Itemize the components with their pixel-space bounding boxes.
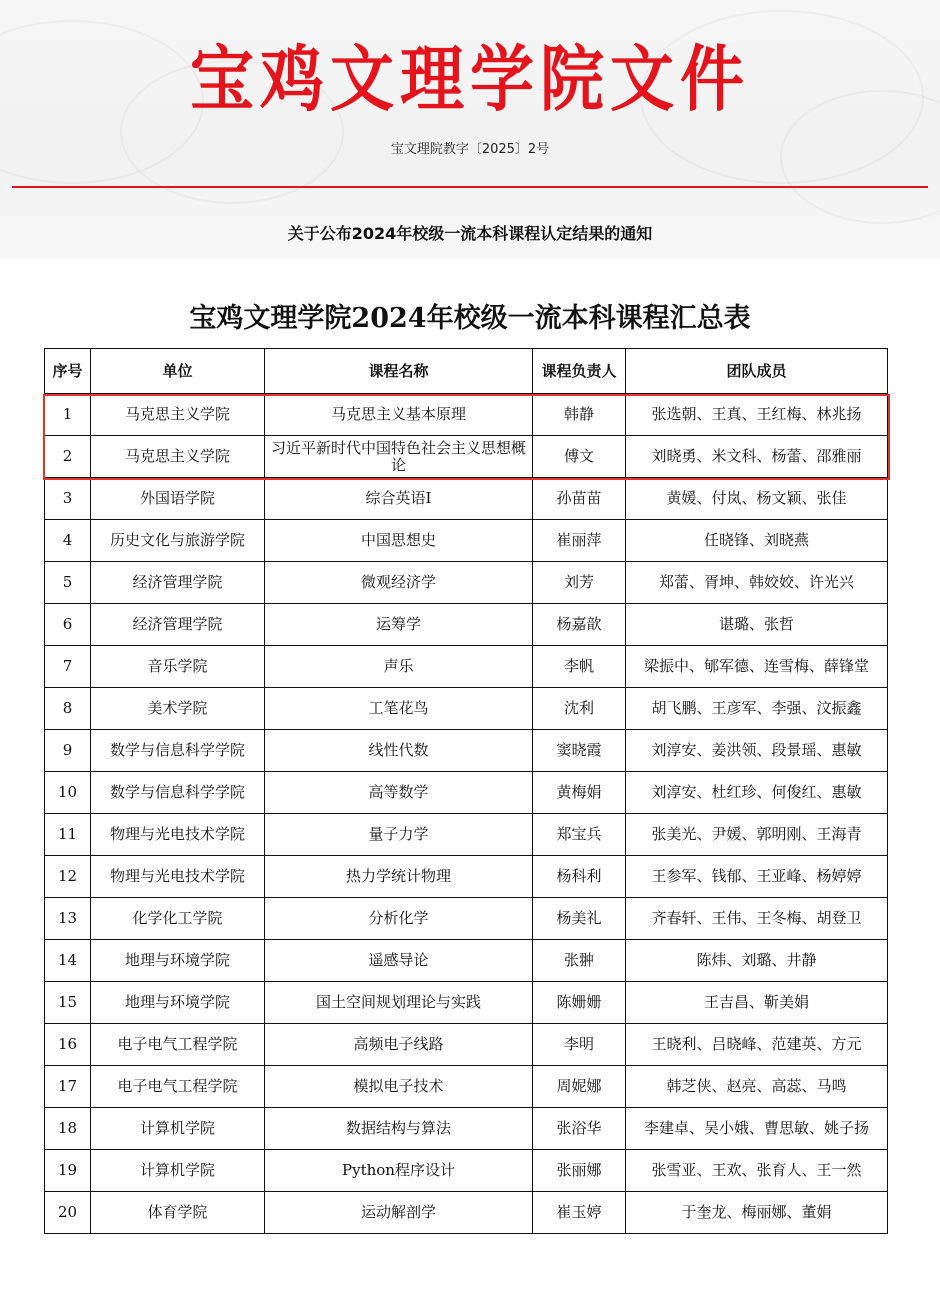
red-divider	[12, 186, 928, 188]
table-row	[45, 1108, 888, 1150]
cell-course: 声乐	[265, 646, 533, 688]
cell-lead: 李明	[533, 1024, 626, 1066]
cell-course: 综合英语I	[265, 478, 533, 520]
course-summary-table	[44, 348, 888, 1234]
cell-unit: 体育学院	[91, 1192, 265, 1234]
cell-course: 微观经济学	[265, 562, 533, 604]
cell-unit: 数学与信息科学学院	[91, 772, 265, 814]
table-row	[45, 562, 888, 604]
cell-lead: 刘芳	[533, 562, 626, 604]
table-row	[45, 394, 888, 436]
table-row	[45, 646, 888, 688]
cell-unit: 马克思主义学院	[91, 394, 265, 436]
cell-course: Python程序设计	[265, 1150, 533, 1192]
cell-lead: 张翀	[533, 940, 626, 982]
cell-no: 11	[45, 814, 91, 856]
cell-course: 工笔花鸟	[265, 688, 533, 730]
cell-no: 8	[45, 688, 91, 730]
document-number: 宝文理院教字〔2025〕2号	[390, 142, 550, 157]
cell-course: 马克思主义基本原理	[265, 394, 533, 436]
cell-no: 6	[45, 604, 91, 646]
cell-no: 2	[45, 436, 91, 478]
cell-team: 谌璐、张哲	[626, 604, 888, 646]
cell-course: 热力学统计物理	[265, 856, 533, 898]
cell-course: 中国思想史	[265, 520, 533, 562]
cell-lead: 周妮娜	[533, 1066, 626, 1108]
cell-unit: 物理与光电技术学院	[91, 814, 265, 856]
cell-lead: 韩静	[533, 394, 626, 436]
header-course: 课程名称	[265, 349, 533, 394]
cell-team: 于奎龙、梅丽娜、董娟	[626, 1192, 888, 1234]
cell-team: 齐春轩、王伟、王冬梅、胡登卫	[626, 898, 888, 940]
cell-team: 刘淳安、姜洪领、段景瑶、惠敏	[626, 730, 888, 772]
cell-lead: 崔丽萍	[533, 520, 626, 562]
cell-lead: 郑宝兵	[533, 814, 626, 856]
cell-lead: 张丽娜	[533, 1150, 626, 1192]
cell-lead: 杨嘉歆	[533, 604, 626, 646]
cell-team: 韩芝侠、赵亮、高蕊、马鸣	[626, 1066, 888, 1108]
cell-unit: 化学化工学院	[91, 898, 265, 940]
cell-unit: 地理与环境学院	[91, 982, 265, 1024]
cell-course: 线性代数	[265, 730, 533, 772]
cell-team: 梁振中、郇军德、连雪梅、薛锋堂	[626, 646, 888, 688]
cell-team: 刘淳安、杜红珍、何俊红、惠敏	[626, 772, 888, 814]
table-row	[45, 940, 888, 982]
table-row	[45, 856, 888, 898]
table-header-row	[45, 349, 888, 394]
cell-lead: 黄梅娟	[533, 772, 626, 814]
cell-course: 国土空间规划理论与实践	[265, 982, 533, 1024]
header-team: 团队成员	[626, 349, 888, 394]
cell-unit: 电子电气工程学院	[91, 1066, 265, 1108]
cell-team: 张雪亚、王欢、张育人、王一然	[626, 1150, 888, 1192]
table-title: 宝鸡文理学院2024年校级一流本科课程汇总表	[189, 303, 751, 334]
cell-course: 量子力学	[265, 814, 533, 856]
cell-unit: 马克思主义学院	[91, 436, 265, 478]
header-unit: 单位	[91, 349, 265, 394]
cell-team: 张选朝、王真、王红梅、林兆扬	[626, 394, 888, 436]
cell-course: 运动解剖学	[265, 1192, 533, 1234]
table-row	[45, 1192, 888, 1234]
table-row	[45, 730, 888, 772]
cell-team: 胡飞鹏、王彦军、李强、汶振鑫	[626, 688, 888, 730]
cell-unit: 美术学院	[91, 688, 265, 730]
cell-course: 分析化学	[265, 898, 533, 940]
cell-team: 王吉昌、靳美娟	[626, 982, 888, 1024]
cell-unit: 计算机学院	[91, 1150, 265, 1192]
table-body	[45, 394, 888, 1234]
cell-team: 郑蕾、胥坤、韩姣姣、许光兴	[626, 562, 888, 604]
cell-no: 14	[45, 940, 91, 982]
cell-lead: 杨科利	[533, 856, 626, 898]
cell-lead: 李帆	[533, 646, 626, 688]
cell-team: 陈炜、刘璐、井静	[626, 940, 888, 982]
cell-course: 数据结构与算法	[265, 1108, 533, 1150]
cell-team: 刘晓勇、米文科、杨蕾、邵雅丽	[626, 436, 888, 478]
notice-title: 关于公布2024年校级一流本科课程认定结果的通知	[287, 224, 653, 243]
cell-no: 15	[45, 982, 91, 1024]
cell-unit: 外国语学院	[91, 478, 265, 520]
table-row	[45, 1150, 888, 1192]
cell-no: 9	[45, 730, 91, 772]
cell-lead: 崔玉婷	[533, 1192, 626, 1234]
cell-unit: 地理与环境学院	[91, 940, 265, 982]
cell-no: 19	[45, 1150, 91, 1192]
cell-no: 1	[45, 394, 91, 436]
cell-unit: 经济管理学院	[91, 562, 265, 604]
cell-course: 高等数学	[265, 772, 533, 814]
header-no: 序号	[45, 349, 91, 394]
cell-lead: 张浴华	[533, 1108, 626, 1150]
cell-no: 17	[45, 1066, 91, 1108]
header-lead: 课程负责人	[533, 349, 626, 394]
cell-no: 10	[45, 772, 91, 814]
cell-lead: 杨美礼	[533, 898, 626, 940]
cell-team: 王晓利、吕晓峰、范建英、方元	[626, 1024, 888, 1066]
cell-course: 遥感导论	[265, 940, 533, 982]
cell-unit: 计算机学院	[91, 1108, 265, 1150]
cell-lead: 陈姗姗	[533, 982, 626, 1024]
cell-lead: 傅文	[533, 436, 626, 478]
table-row	[45, 1066, 888, 1108]
cell-team: 任晓锋、刘晓燕	[626, 520, 888, 562]
table-row	[45, 604, 888, 646]
cell-unit: 数学与信息科学学院	[91, 730, 265, 772]
document-title: 宝鸡文理学院文件	[190, 38, 750, 123]
table-row	[45, 520, 888, 562]
cell-course: 运筹学	[265, 604, 533, 646]
cell-unit: 物理与光电技术学院	[91, 856, 265, 898]
table-row	[45, 982, 888, 1024]
cell-no: 12	[45, 856, 91, 898]
cell-team: 黄媛、付岚、杨文颖、张佳	[626, 478, 888, 520]
table-row	[45, 436, 888, 478]
cell-no: 4	[45, 520, 91, 562]
cell-no: 7	[45, 646, 91, 688]
table-row	[45, 898, 888, 940]
cell-team: 王参军、钱郁、王亚峰、杨婷婷	[626, 856, 888, 898]
cell-team: 张美光、尹媛、郭明刚、王海青	[626, 814, 888, 856]
table-row	[45, 688, 888, 730]
cell-no: 13	[45, 898, 91, 940]
cell-no: 18	[45, 1108, 91, 1150]
cell-course: 高频电子线路	[265, 1024, 533, 1066]
cell-course: 模拟电子技术	[265, 1066, 533, 1108]
table-row	[45, 1024, 888, 1066]
cell-no: 20	[45, 1192, 91, 1234]
cell-no: 5	[45, 562, 91, 604]
table-row	[45, 814, 888, 856]
cell-unit: 经济管理学院	[91, 604, 265, 646]
table-row	[45, 478, 888, 520]
cell-lead: 窦晓霞	[533, 730, 626, 772]
cell-unit: 音乐学院	[91, 646, 265, 688]
cell-lead: 孙苗苗	[533, 478, 626, 520]
cell-unit: 电子电气工程学院	[91, 1024, 265, 1066]
cell-no: 3	[45, 478, 91, 520]
cell-no: 16	[45, 1024, 91, 1066]
cell-lead: 沈利	[533, 688, 626, 730]
cell-course: 习近平新时代中国特色社会主义思想概论	[265, 436, 533, 478]
cell-team: 李建卓、吴小娥、曹思敏、姚子扬	[626, 1108, 888, 1150]
table-row	[45, 772, 888, 814]
cell-unit: 历史文化与旅游学院	[91, 520, 265, 562]
